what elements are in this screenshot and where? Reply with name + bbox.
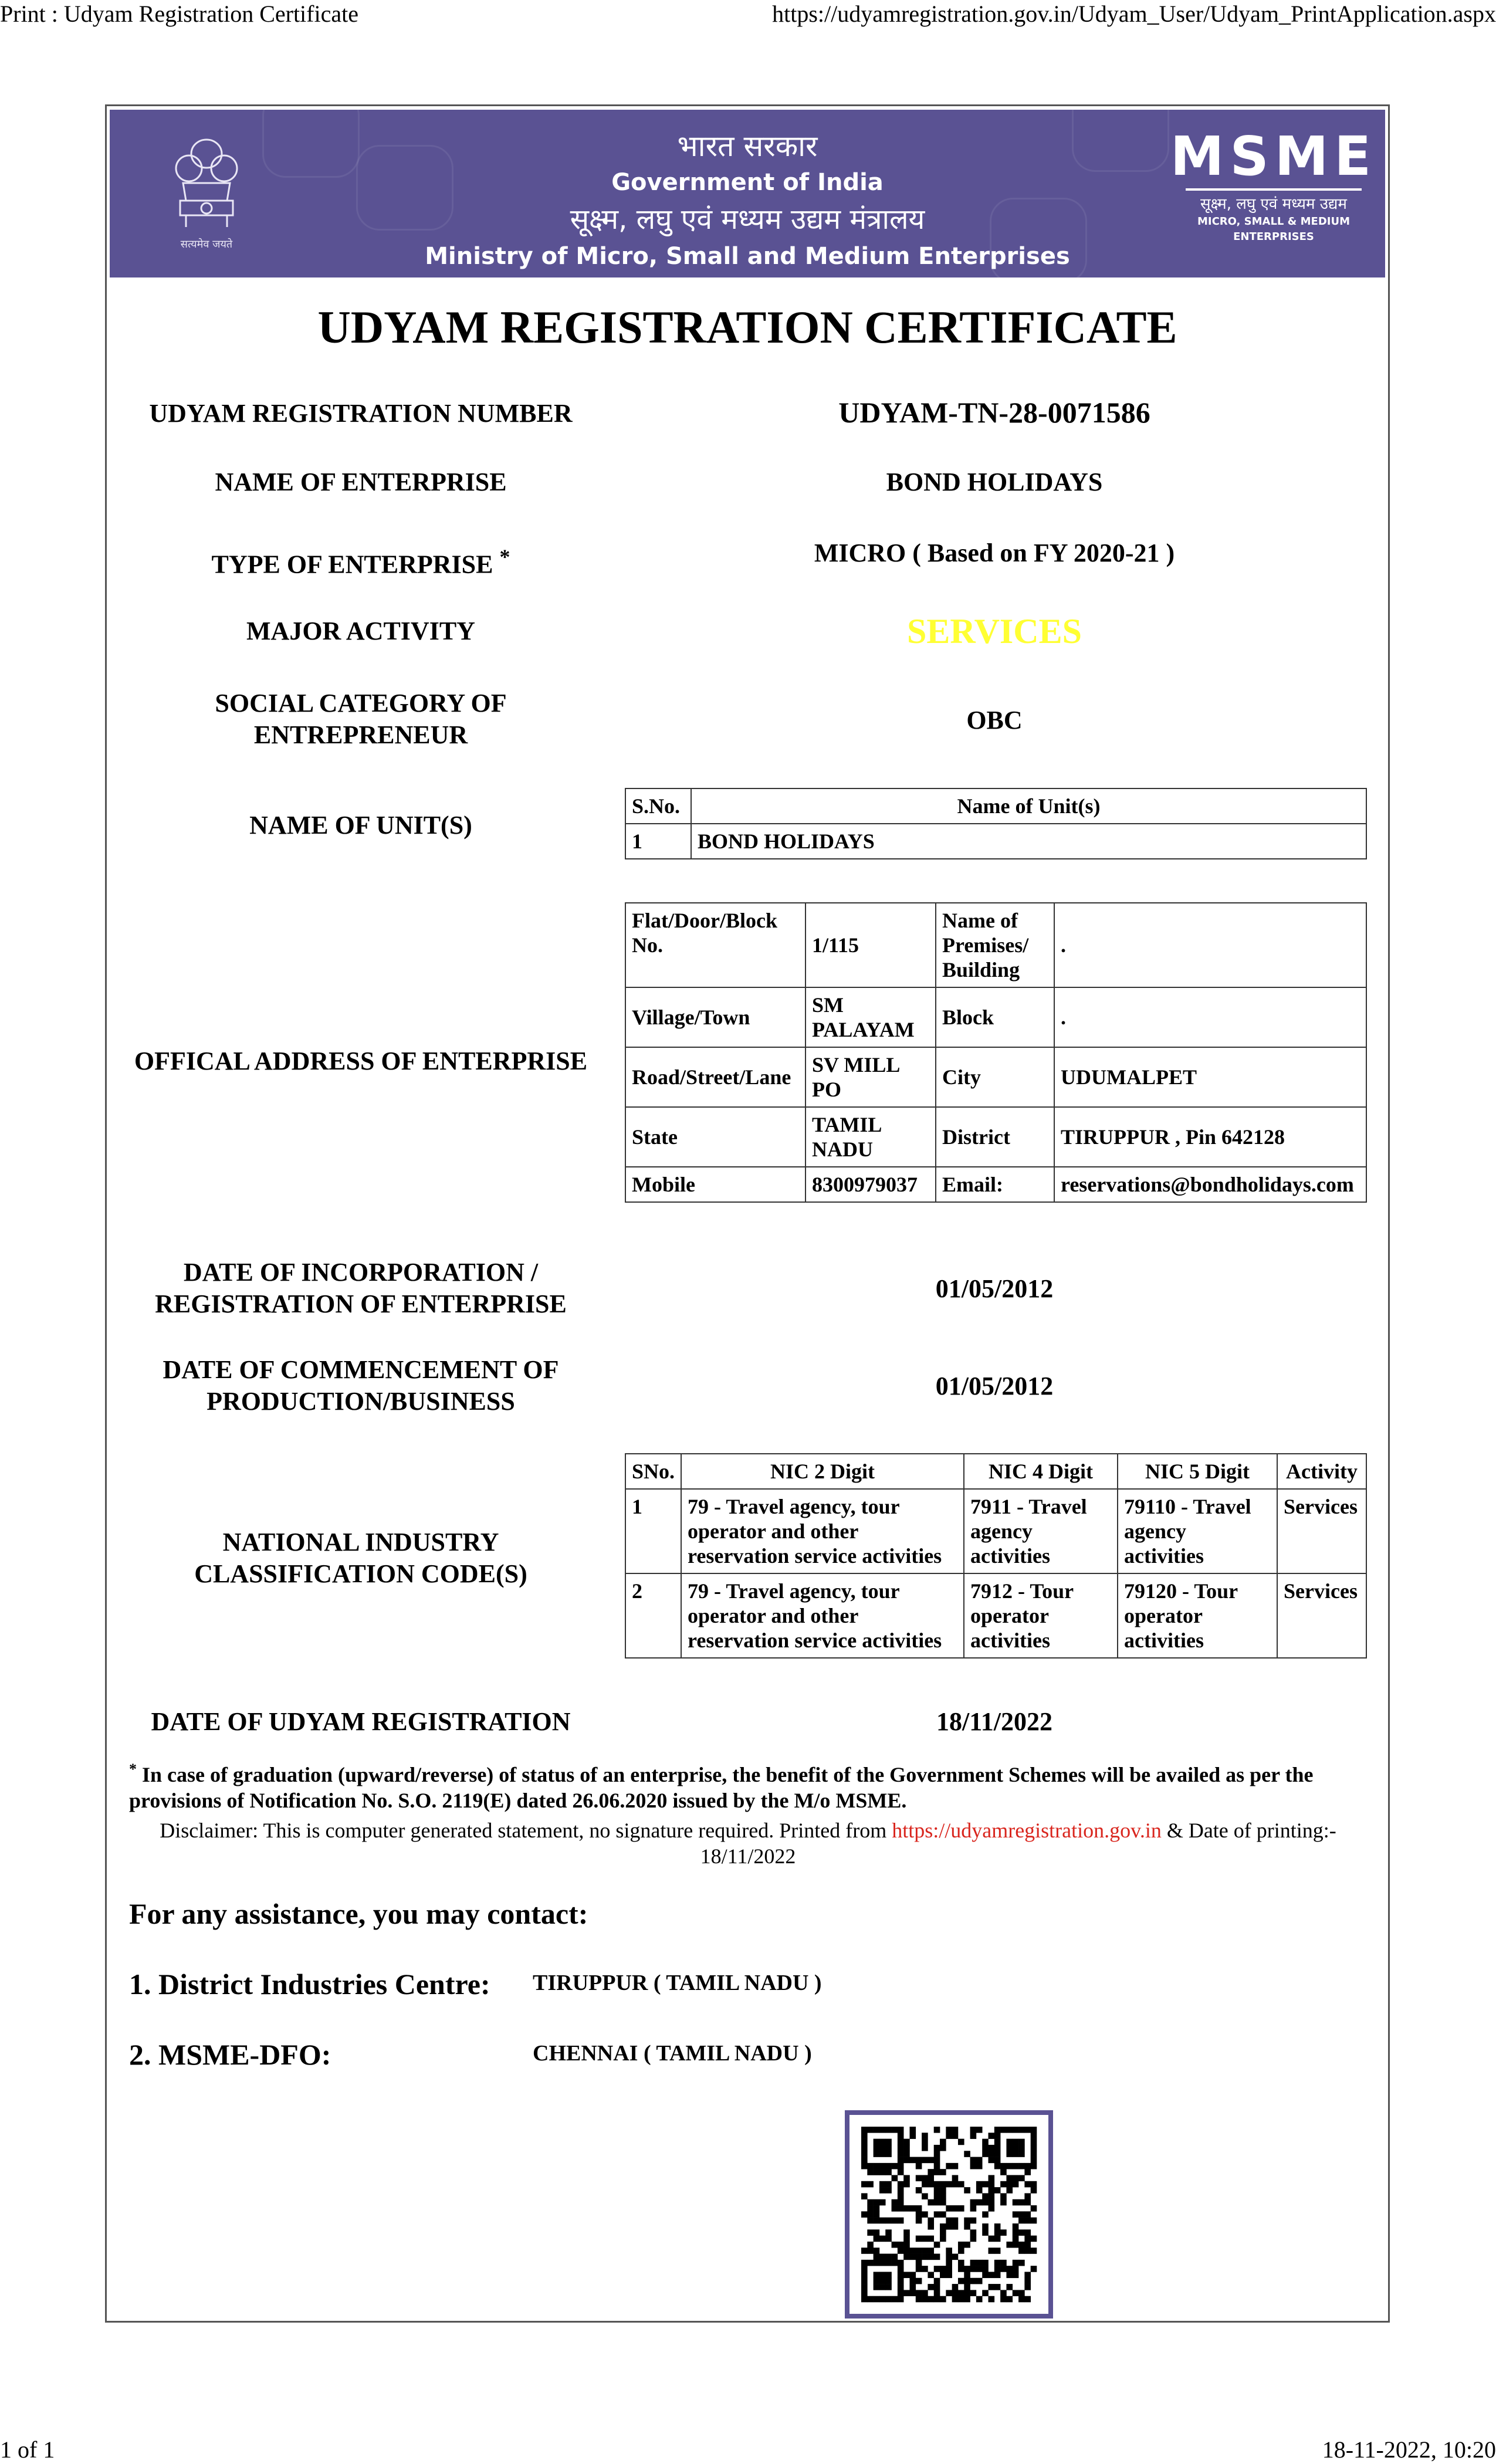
msme-logo-hindi: सूक्ष्म, लघु एवं मध्यम उद्यम — [1200, 195, 1347, 213]
banner-hindi-ministry: सूक्ष्म, लघु एवं मध्यम उद्यम मंत्रालय — [570, 203, 925, 236]
print-url: https://udyamregistration.gov.in/Udyam_User/Udyam_PrintApplication.aspx — [772, 1, 1496, 27]
enterprise-name-label: NAME OF ENTERPRISE — [215, 468, 507, 496]
table-row: 1 BOND HOLIDAYS — [625, 824, 1366, 859]
social-category-label: SOCIAL CATEGORY OF ENTREPRENEUR — [215, 689, 507, 749]
svg-text:सत्यमेव जयते: सत्यमेव जयते — [180, 238, 233, 251]
banner-english-gov: Government of India — [611, 169, 884, 196]
units-table — [625, 788, 1367, 859]
reg-number-value: UDYAM-TN-28-0071586 — [838, 396, 1150, 429]
banner-hindi-gov: भारत सरकार — [677, 129, 818, 163]
units-label: NAME OF UNIT(S) — [249, 811, 472, 840]
reg-number-label: UDYAM REGISTRATION NUMBER — [149, 399, 573, 428]
units-header-sno: S.No. — [625, 788, 691, 824]
msme-logo-english: MICRO, SMALL & MEDIUM ENTERPRISES — [1197, 215, 1351, 243]
print-title: Print : Udyam Registration Certificate — [0, 1, 358, 27]
units-header-name: Name of Unit(s) — [691, 788, 1366, 824]
enterprise-name-value: BOND HOLIDAYS — [886, 468, 1103, 496]
contact-heading: For any assistance, you may contact: — [129, 1897, 588, 1930]
qr-code — [845, 2110, 1053, 2319]
footnote-asterisk: * — [499, 545, 510, 568]
address-table: Flat/Door/Block No. 1/115 Name of Premises/ Building . Village/Town SM PALAYAM Block . Road/Street/Lane SV MILL PO City UDUMALPET State TAMIL NADU District TIRUPPUR , Pin 642128 Mobile 8300979037 Email: reservations@bondholidays.com — [625, 902, 1367, 1203]
nic-label: NATIONAL INDUSTRY CLASSIFICATION CODE(S) — [194, 1528, 527, 1588]
enterprise-type-value: MICRO ( Based on FY 2020-21 ) — [814, 539, 1175, 567]
incorporation-date: 01/05/2012 — [935, 1274, 1054, 1303]
commencement-date: 01/05/2012 — [935, 1372, 1054, 1400]
disclaimer: Disclaimer: This is computer generated statement, no signature required. Printed from https://udyamregistration.gov.in & Date of printing:- 18/11/2022 — [160, 1819, 1336, 1868]
msme-logo — [1168, 121, 1379, 262]
table-row: 2 79 - Travel agency, tour operator and other reservation service activities 7912 - Tour operator activities 79120 - Tour operator activities Services — [625, 1573, 1366, 1658]
print-timestamp: 18-11-2022, 10:20 — [1322, 2436, 1496, 2463]
udyam-date-label: DATE OF UDYAM REGISTRATION — [151, 1707, 571, 1736]
dfo-value: CHENNAI ( TAMIL NADU ) — [533, 2041, 812, 2066]
incorporation-label: DATE OF INCORPORATION / REGISTRATION OF ENTERPRISE — [155, 1258, 567, 1318]
commencement-label: DATE OF COMMENCEMENT OF PRODUCTION/BUSINESS — [163, 1355, 559, 1416]
address-label: OFFICAL ADDRESS OF ENTERPRISE — [134, 1047, 588, 1075]
dic-value: TIRUPPUR ( TAMIL NADU ) — [533, 1971, 822, 1995]
page-count: 1 of 1 — [0, 2436, 55, 2463]
qr-code-icon — [849, 2115, 1048, 2314]
dic-label: 1. District Industries Centre: — [129, 1968, 490, 2001]
table-row: 1 79 - Travel agency, tour operator and other reservation service activities 7911 - Travel agency activities 79110 - Travel agency activities Services — [625, 1489, 1366, 1573]
major-activity-value: SERVICES — [906, 612, 1082, 651]
msme-wordmark: MSME — [1170, 125, 1377, 188]
major-activity-label: MAJOR ACTIVITY — [246, 617, 475, 645]
footnote: * In case of graduation (upward/reverse) of status of an enterprise, the benefit of the Government Schemes will be availed as per the provisions of Notification No. S.O. 2119(E) dated 26.06.2020 issued by the M/o MSME. — [129, 1761, 1314, 1812]
udyam-date-value: 18/11/2022 — [936, 1707, 1053, 1736]
enterprise-type-label: TYPE OF ENTERPRISE * — [211, 545, 510, 579]
certificate-title: UDYAM REGISTRATION CERTIFICATE — [317, 302, 1177, 353]
banner-english-ministry: Ministry of Micro, Small and Medium Enterprises — [425, 243, 1070, 270]
portal-link[interactable]: https://udyamregistration.gov.in — [892, 1819, 1162, 1842]
social-category-value: OBC — [966, 706, 1023, 735]
dfo-label: 2. MSME-DFO: — [129, 2038, 331, 2071]
nic-table: SNo. NIC 2 Digit NIC 4 Digit NIC 5 Digit Activity 1 79 - Travel agency, tour operator and other reservation service activities 7911 - Travel agency activities 79110 - Travel agency activities Services 2 79 - Travel agency, tour operator and other reservation service activities 7912 - Tour operator activities 79120 - Tour operator activities Services — [625, 1453, 1367, 1659]
ministry-banner — [110, 110, 1385, 277]
